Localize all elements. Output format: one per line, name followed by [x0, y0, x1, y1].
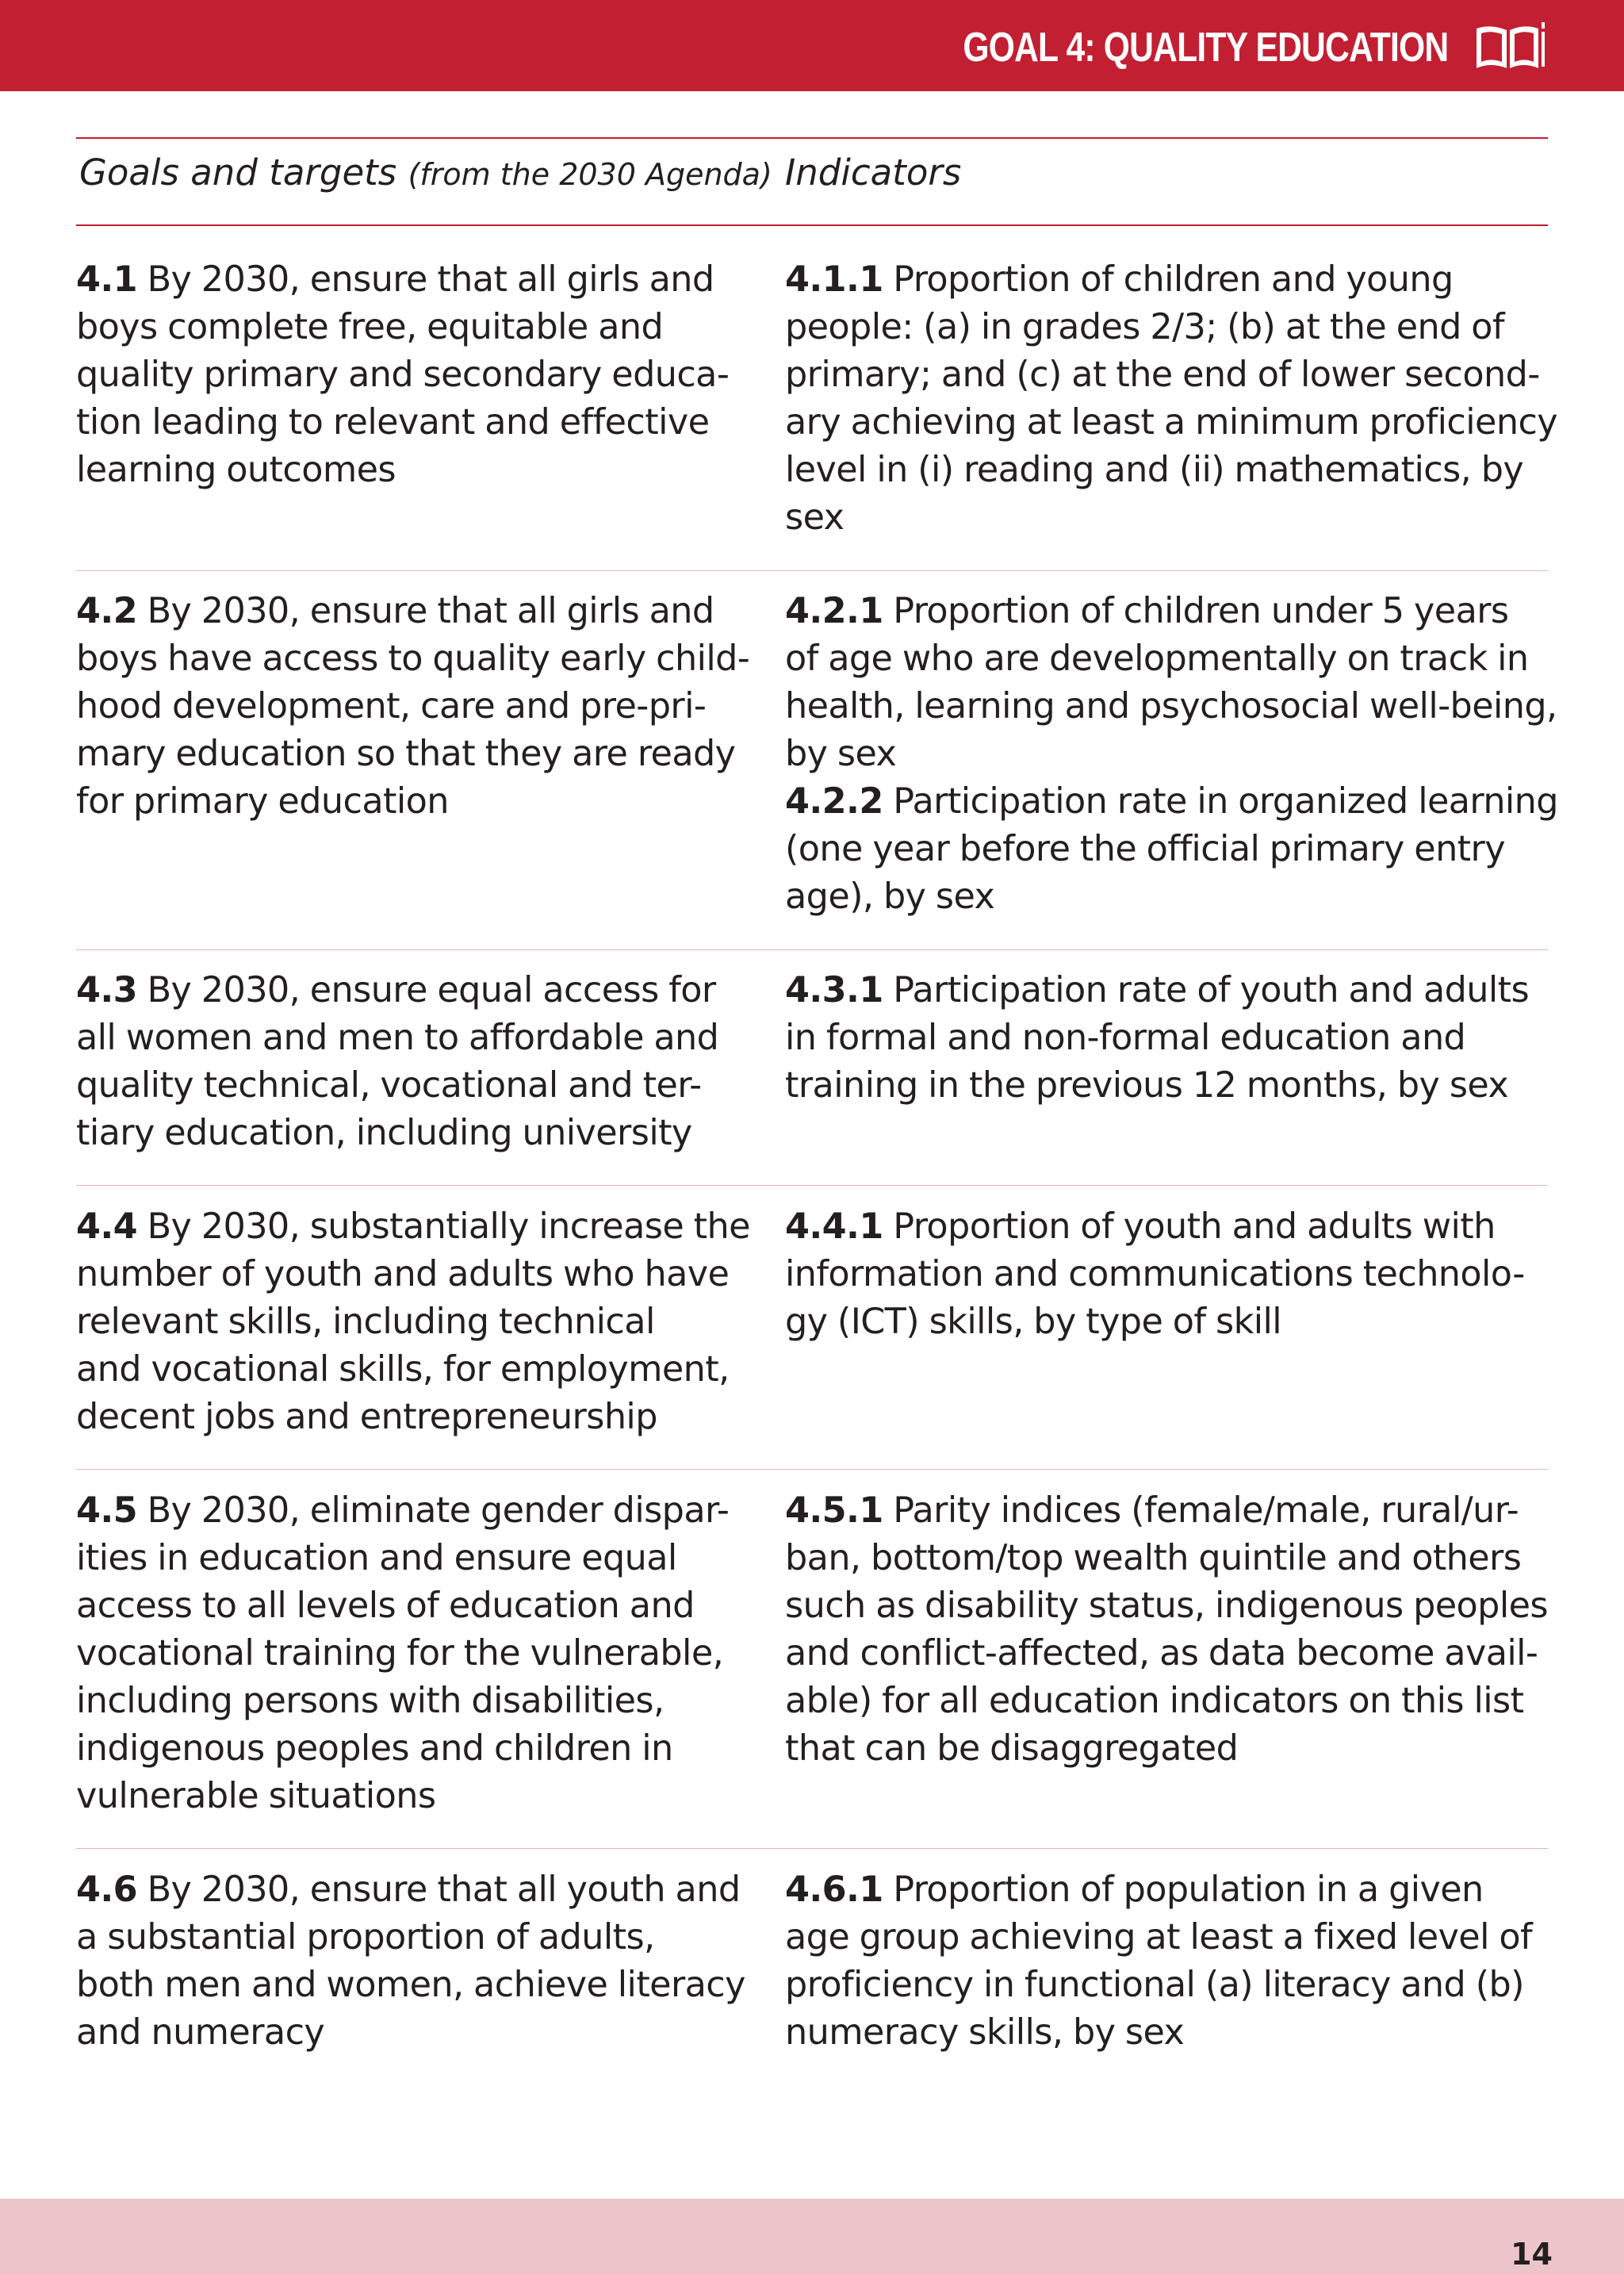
target-text: quality technical, vocational and ter- [76, 1065, 702, 1106]
indicator-text: age), by sex [785, 876, 995, 917]
target-text: quality primary and secondary educa- [76, 355, 730, 395]
indicator-text: and conflict-affected, as data become avail- [785, 1633, 1538, 1674]
target-4-1 [76, 256, 742, 494]
target-text: boys have access to quality early child- [76, 638, 750, 679]
row-divider [76, 1469, 1548, 1470]
target-text: both men and women, achieve literacy [76, 1965, 745, 2005]
indicator-4-2 [785, 588, 1558, 921]
indicator-4-6-1 [785, 1866, 1546, 2057]
indicator-text: sex [785, 497, 845, 538]
target-4-4 [76, 1203, 750, 1441]
indicator-text: Proportion of children and young [893, 259, 1454, 300]
indicator-text: that can be disaggregated [785, 1728, 1239, 1769]
indicator-code: 4.2.2 [785, 781, 883, 822]
target-text: tion leading to relevant and effective [76, 402, 710, 443]
target-text: By 2030, substantially increase the [147, 1206, 750, 1247]
indicator-code: 4.2.1 [785, 591, 883, 631]
target-text: By 2030, ensure that all girls and [147, 259, 714, 300]
column-header-goals-note: (from the 2030 Agenda) [408, 157, 772, 192]
target-code: 4.3 [76, 970, 138, 1010]
target-text: a substantial proportion of adults, [76, 1917, 655, 1958]
target-text: access to all levels of education and [76, 1586, 695, 1626]
column-header-goals [79, 149, 772, 198]
row-divider [76, 570, 1548, 571]
target-text: tiary education, including university [76, 1113, 692, 1153]
target-text: and numeracy [76, 2012, 325, 2053]
indicator-text: training in the previous 12 months, by sex [785, 1065, 1509, 1106]
footer-bar [0, 2199, 1624, 2274]
target-text: By 2030, ensure equal access for [147, 970, 716, 1010]
target-text: By 2030, ensure that all youth and [147, 1869, 741, 1910]
indicator-text: people: (a) in grades 2/3; (b) at the end of [785, 307, 1504, 347]
indicator-text: gy (ICT) skills, by type of skill [785, 1302, 1282, 1342]
indicator-text: information and communications technolo- [785, 1254, 1525, 1294]
target-text: decent jobs and entrepreneurship [76, 1397, 657, 1437]
indicator-text: ban, bottom/top wealth quintile and others [785, 1538, 1522, 1578]
target-4-6 [76, 1866, 745, 2057]
row-divider [76, 1185, 1548, 1186]
indicator-text: of age who are developmentally on track in [785, 638, 1529, 679]
target-text: vulnerable situations [76, 1776, 436, 1816]
target-text: including persons with disabilities, [76, 1681, 665, 1721]
target-text: vocational training for the vulnerable, [76, 1633, 724, 1674]
indicator-text: health, learning and psychosocial well-being, [785, 686, 1557, 727]
column-header-goals-label: Goals and targets [79, 151, 397, 194]
indicator-text: Proportion of youth and adults with [893, 1206, 1496, 1247]
indicator-text: Participation rate of youth and adults [893, 970, 1530, 1010]
indicator-code: 4.5.1 [785, 1490, 883, 1531]
row-divider [76, 949, 1548, 950]
column-header-indicators: Indicators [785, 151, 962, 194]
indicator-text: age group achieving at least a fixed level of [785, 1917, 1533, 1958]
target-4-5 [76, 1487, 742, 1820]
indicator-text: level in (i) reading and (ii) mathematics, by [785, 450, 1524, 490]
indicator-text: Participation rate in organized learning [893, 781, 1558, 822]
target-code: 4.5 [76, 1490, 138, 1531]
row-divider [76, 1848, 1548, 1849]
indicator-text: Parity indices (female/male, rural/ur- [893, 1490, 1519, 1531]
table-top-rule [76, 137, 1548, 139]
target-text: indigenous peoples and children in [76, 1728, 673, 1769]
indicator-code: 4.1.1 [785, 259, 883, 300]
page-title: GOAL 4: QUALITY EDUCATION [962, 25, 1448, 71]
indicator-text: such as disability status, indigenous peoples [785, 1586, 1548, 1626]
target-text: and vocational skills, for employment, [76, 1349, 730, 1390]
target-text: hood development, care and pre-pri- [76, 686, 707, 727]
indicator-text: proficiency in functional (a) literacy and (b) [785, 1965, 1524, 2005]
target-text: By 2030, eliminate gender dispar- [147, 1490, 730, 1531]
target-4-3 [76, 967, 742, 1157]
indicator-text: numeracy skills, by sex [785, 2012, 1185, 2053]
target-text: all women and men to affordable and [76, 1018, 719, 1058]
page-number: 14 [1511, 2237, 1553, 2272]
indicator-text: Proportion of population in a given [893, 1869, 1484, 1910]
target-code: 4.4 [76, 1206, 138, 1247]
book-icon [1473, 22, 1545, 73]
target-text: By 2030, ensure that all girls and [147, 591, 714, 631]
indicator-text: Proportion of children under 5 years [893, 591, 1509, 631]
indicator-text: primary; and (c) at the end of lower second- [785, 355, 1540, 395]
target-code: 4.1 [76, 259, 138, 300]
indicator-4-1-1 [785, 256, 1558, 542]
target-text: boys complete free, equitable and [76, 307, 664, 347]
target-text: ities in education and ensure equal [76, 1538, 677, 1578]
indicator-4-3-1 [785, 967, 1546, 1110]
indicator-text: (one year before the official primary entry [785, 829, 1505, 869]
indicator-4-4-1 [785, 1203, 1546, 1346]
indicator-text: in formal and non-formal education and [785, 1018, 1466, 1058]
indicator-text: ary achieving at least a minimum proficiency [785, 402, 1558, 443]
target-text: relevant skills, including technical [76, 1302, 655, 1342]
indicator-4-5-1 [785, 1487, 1546, 1773]
indicator-code: 4.4.1 [785, 1206, 883, 1247]
indicator-text: by sex [785, 734, 897, 774]
target-4-2 [76, 588, 750, 826]
target-code: 4.6 [76, 1869, 138, 1910]
target-text: learning outcomes [76, 450, 396, 490]
target-text: mary education so that they are ready [76, 734, 736, 774]
table-header-rule [76, 224, 1548, 226]
target-text: number of youth and adults who have [76, 1254, 730, 1294]
indicator-code: 4.3.1 [785, 970, 883, 1010]
target-code: 4.2 [76, 591, 138, 631]
indicator-text: able) for all education indicators on this list [785, 1681, 1524, 1721]
indicator-code: 4.6.1 [785, 1869, 883, 1910]
target-text: for primary education [76, 781, 449, 822]
